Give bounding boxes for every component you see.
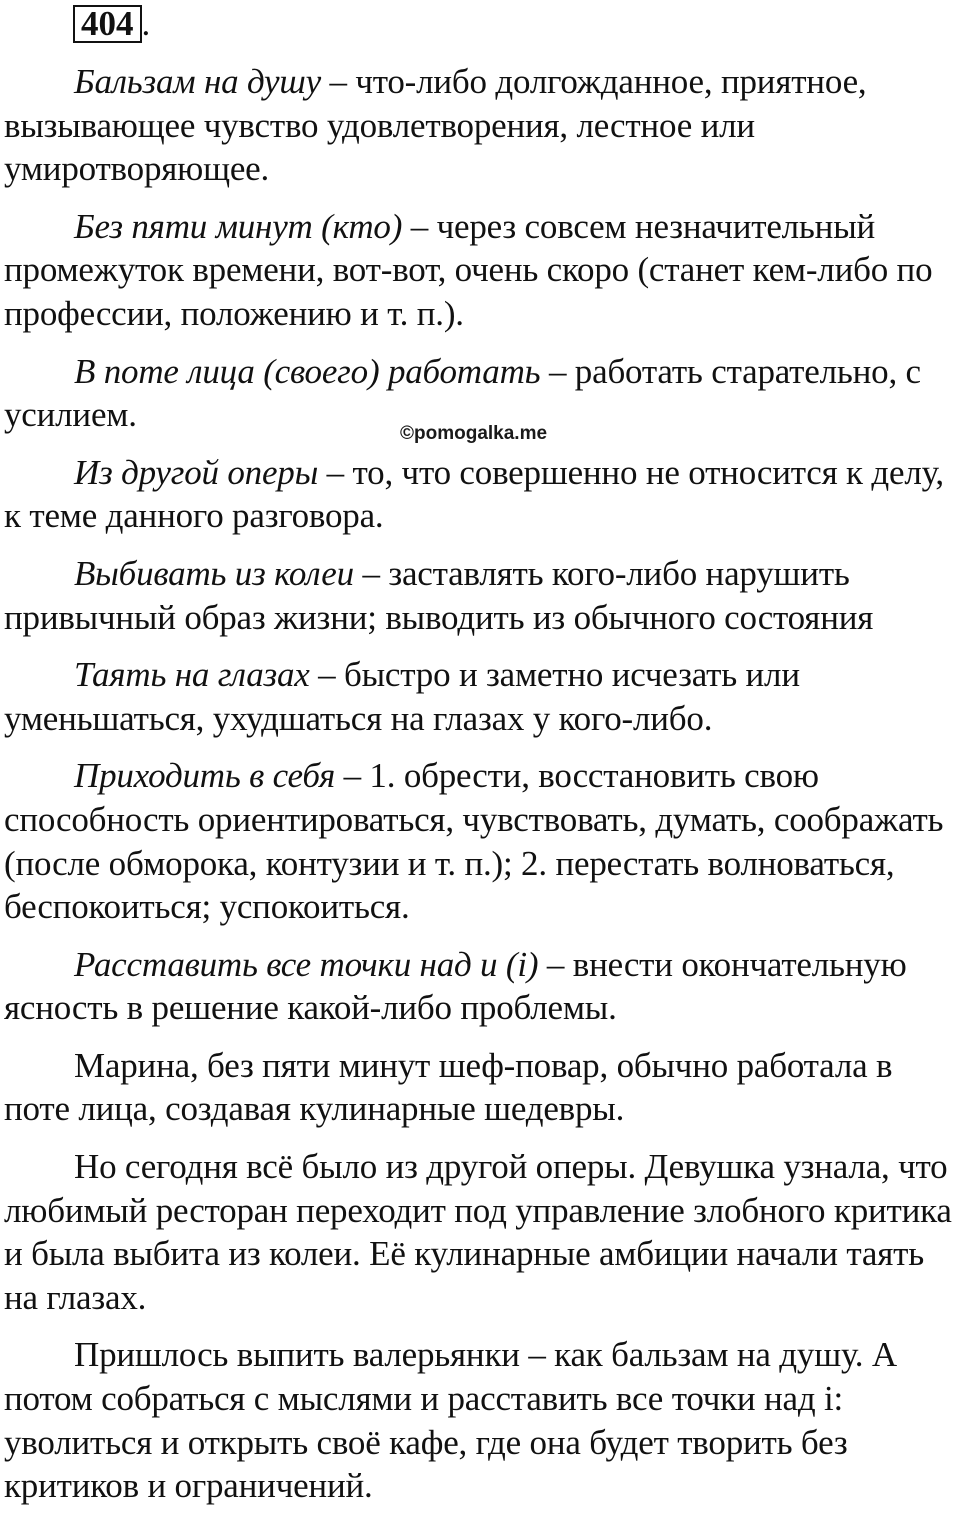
idiom-definition: – быстро и заметно исчезать или уменьшаться, ухудшаться на глазах у кого-либо. [4, 655, 800, 738]
story-paragraph: Но сегодня всё было из другой оперы. Девушка узнала, что любимый ресторан переходит под управление злобного критика и была выбита из колеи. Её кулинарные амбиции начали таять на глазах. [4, 1147, 952, 1317]
idiom-definition: – внести окончательную ясность в решение какой-либо проблемы. [4, 944, 907, 1028]
definition-paragraph [4, 60, 956, 191]
idiom-term: Таять на глазах [74, 655, 310, 695]
idiom-term: Бальзам на душу [74, 62, 321, 101]
watermark: ©pomogalka.me [400, 423, 548, 444]
idiom-term: Приходить в себя [74, 756, 336, 796]
definition-paragraph [4, 754, 956, 928]
document-body [4, 60, 956, 1522]
idiom-term: Из другой оперы [74, 452, 319, 492]
idiom-definition: – через совсем незначительный промежуток времени, вот-вот, очень скоро (станет кем-либо по профессии, положению и т. п.). [4, 206, 933, 333]
idiom-definition: – работать старательно, с усилием. [4, 351, 921, 435]
definition-paragraph [4, 653, 956, 740]
definition-paragraph [4, 943, 956, 1030]
idiom-definition: – заставлять кого-либо нарушить привычный образ жизни; выводить из обычного состояния [4, 553, 874, 637]
definition-paragraph [4, 451, 956, 538]
idiom-term: Выбивать из колеи [74, 553, 354, 593]
idiom-definition: – то, что совершенно не относится к делу, к теме данного разговора. [4, 452, 944, 536]
task-header [73, 4, 150, 44]
idiom-definition: – что-либо долгожданное, приятное, вызывающее чувство удовлетворения, лестное или умиротворяющее. [4, 62, 867, 189]
definition-paragraph [4, 552, 956, 639]
definition-paragraph [4, 205, 956, 336]
idiom-term: Расставить все точки над и (i) [74, 944, 539, 984]
task-number-box: 404 [73, 5, 142, 43]
idiom-term: В поте лица (своего) работать [74, 351, 541, 391]
idiom-definition: – 1. обрести, восстановить свою способность ориентироваться, чувствовать, думать, соображать (после обморока, контузии и т. п.); 2. перестать волноваться, беспокоиться; успокоиться. [4, 756, 944, 927]
idiom-term: Без пяти минут (кто) [74, 206, 403, 246]
story-paragraph: Марина, без пяти минут шеф-повар, обычно работала в поте лица, создавая кулинарные шедевры. [4, 1045, 893, 1129]
story-paragraph: Пришлось выпить валерьянки – как бальзам на душу. А потом собраться с мыслями и расставить все точки над i: уволиться и открыть своё кафе, где она будет творить без критиков и ограничений. [4, 1335, 897, 1506]
task-number-dot: . [141, 4, 151, 43]
